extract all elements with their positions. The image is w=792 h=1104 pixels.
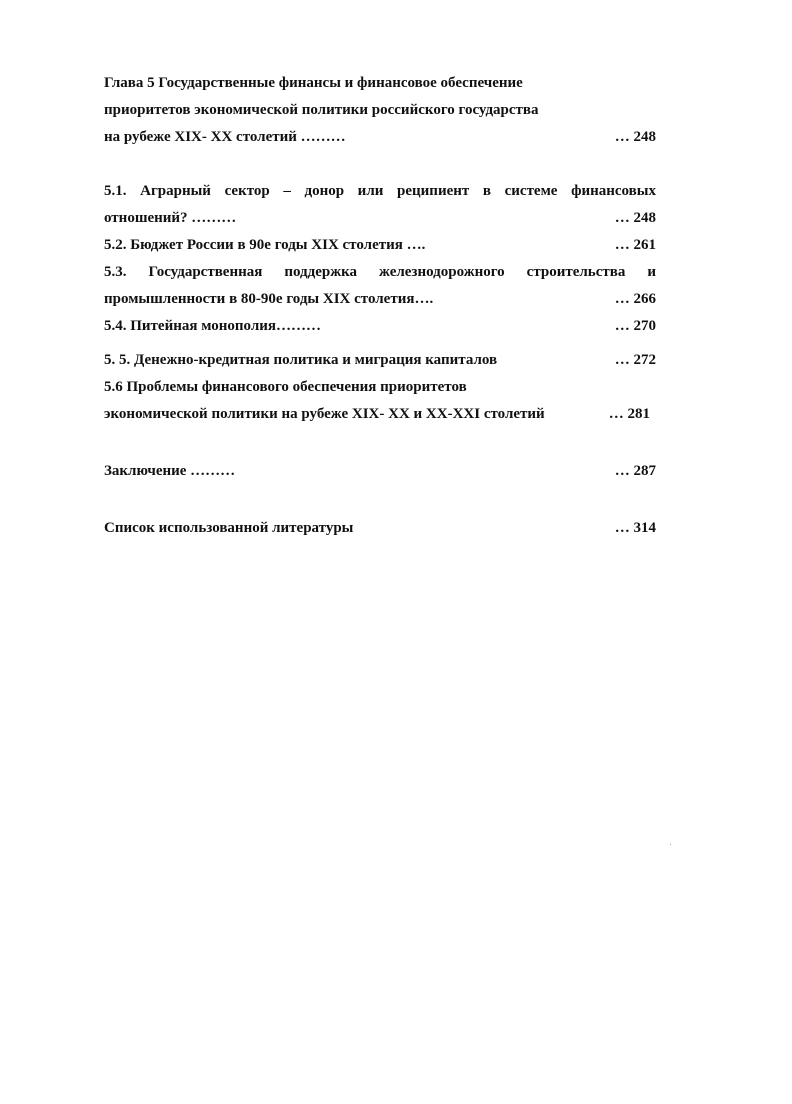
toc-entry-title-text: 5. 5. Денежно-кредитная политика и миграция капиталов xyxy=(104,352,498,368)
toc-entry-title-text: Заключение ……… xyxy=(104,463,236,479)
toc-entry-5-4 xyxy=(104,313,656,340)
toc-entry-title-line xyxy=(104,347,656,374)
toc-entry-title-text: 5.4. Питейная монополия……… xyxy=(104,318,322,334)
toc-entry-title-line: 5.1. Аграрный сектор – донор или реципиент в системе финансовых xyxy=(104,183,656,199)
toc-entry-5-2 xyxy=(104,232,656,259)
toc-entry-conclusion xyxy=(104,458,656,485)
toc-entry-title-line xyxy=(104,515,656,542)
toc-entry-title-line: приоритетов экономической политики российского государства xyxy=(104,102,539,118)
toc-page-number: … 314 xyxy=(614,520,656,536)
toc-entry-title-line xyxy=(104,232,656,259)
toc-entry-title-line xyxy=(104,458,656,485)
toc-page-number: … 270 xyxy=(614,318,656,334)
toc-entry-title-line xyxy=(104,124,656,151)
toc-entry-title-text: Список использованной литературы xyxy=(104,520,354,536)
toc-entry-5-6 xyxy=(104,374,656,428)
toc-entry-title-text: на рубеже XIX- XX столетий ……… xyxy=(104,129,346,145)
toc-entry-title-line: 5.6 Проблемы финансового обеспечения приоритетов xyxy=(104,379,467,395)
toc-entry-title-line: 5.3. Государственная поддержка железнодорожного строительства и xyxy=(104,264,656,280)
toc-entry-5-3 xyxy=(104,259,656,313)
toc-entry-bibliography xyxy=(104,515,656,542)
toc-page-number: … 261 xyxy=(614,237,656,253)
toc-page-number: … 272 xyxy=(614,352,656,368)
toc-entry-title-text: экономической политики на рубеже XIX- XX и XX-XXI столетий xyxy=(104,406,545,422)
toc-page-number: … 248 xyxy=(614,210,656,226)
toc-page-number: … 281 xyxy=(608,406,650,422)
toc-entry-chapter-5 xyxy=(104,70,656,151)
toc-entry-title-line xyxy=(104,401,656,428)
toc-entry-title-line: Глава 5 Государственные финансы и финансовое обеспечение xyxy=(104,75,523,91)
toc-entry-title-line xyxy=(104,205,656,232)
toc-entry-title-line xyxy=(104,286,656,313)
toc-entry-5-1 xyxy=(104,178,656,232)
toc-entry-title-text: отношений? ……… xyxy=(104,210,237,226)
toc-entry-5-5 xyxy=(104,347,656,374)
table-of-contents xyxy=(104,70,656,542)
toc-page-number: … 248 xyxy=(614,129,656,145)
toc-entry-title-line xyxy=(104,313,656,340)
toc-entry-title-text: промышленности в 80-90е годы XIX столетия…. xyxy=(104,291,434,307)
toc-page-number: … 287 xyxy=(614,463,656,479)
scan-artifact-dot xyxy=(670,844,671,845)
toc-entry-title-text: 5.2. Бюджет России в 90е годы XIX столетия …. xyxy=(104,237,426,253)
toc-page-number: … 266 xyxy=(614,291,656,307)
